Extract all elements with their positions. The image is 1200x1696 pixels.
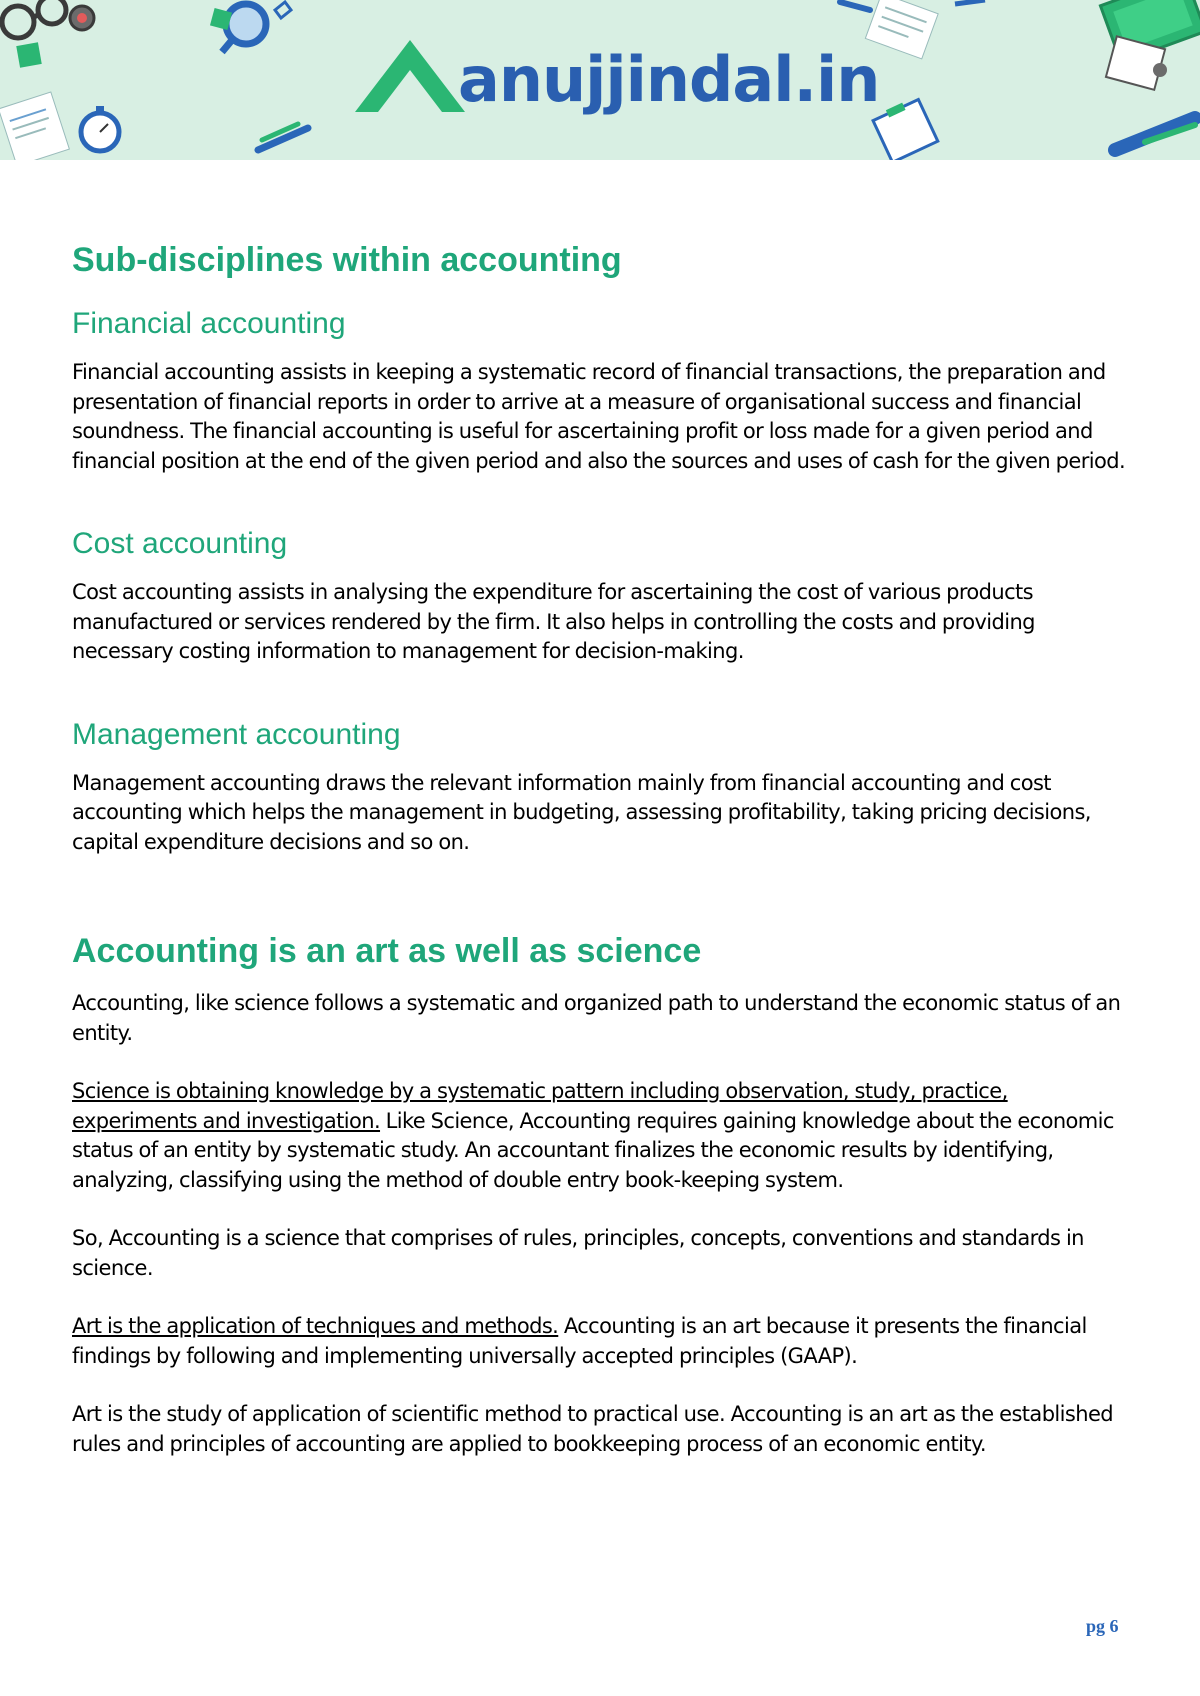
paragraph-art-science-1: Accounting, like science follows a systematic and organized path to understand the economic status of an entity.: [72, 991, 1121, 1045]
paragraph-art-science-2-rest: Like Science, Accounting requires gaining knowledge about the economic status of an entity by systematic study. An accountant finalizes the economic results by identifying, analyzing, classifying using the method of double entry book-keeping system.: [72, 1108, 1114, 1192]
pencil-icon: [258, 124, 308, 150]
section-title-art-science: Accounting is an art as well as science: [72, 932, 702, 970]
heading-cost-accounting: Cost accounting: [72, 527, 288, 560]
paperclip-icon: [275, 2, 291, 18]
page-content: [72, 236, 1128, 1459]
logo-chevron-icon: [355, 40, 465, 112]
heading-management-accounting: Management accounting: [72, 717, 401, 751]
underlined-science-definition: Science is obtaining knowledge by a systematic pattern including observation, study, practice, experiments and investigation.: [72, 1079, 1008, 1133]
marker-icon: [1115, 118, 1195, 150]
header-banner: [0, 0, 1200, 160]
paragraph-art-science-4: [72, 1312, 1128, 1371]
paragraph-art-science-4-rest: Accounting is an art because it presents the financial findings by following and implementing universally accepted principles (GAAP).: [72, 1314, 1087, 1368]
sticky-note-icon: [16, 42, 41, 67]
paragraph-management-accounting: Management accounting draws the relevant information mainly from financial accounting and cost accounting which helps the management in budgeting, assessing profitability, taking pricing decisions, capital expenditure decisions and so on.: [72, 770, 1091, 854]
pen-icon: [840, 2, 870, 10]
paragraph-art-science-2: [72, 1077, 1128, 1195]
clipboard-icon: [871, 96, 937, 160]
paragraph-financial-accounting: Financial accounting assists in keeping a systematic record of financial transactions, the preparation and presentation of financial reports in order to arrive at a measure of organisational success and financial soundness. The financial accounting is useful for ascertaining profit or loss made for a given period and financial position at the end of the given period and also the sources and uses of cash for the given period.: [72, 360, 1126, 473]
paragraph-art-science-3: So, Accounting is a science that comprises of rules, principles, concepts, conventions and standards in science.: [72, 1226, 1084, 1280]
page-number: pg 6: [1086, 1616, 1119, 1636]
logo-text[interactable]: anujjindal.in: [458, 43, 880, 116]
paragraph-cost-accounting: Cost accounting assists in analysing the expenditure for ascertaining the cost of various products manufactured or services rendered by the firm. It also helps in controlling the costs and providing necessary costing information to management for decision-making.: [72, 580, 1035, 663]
pen-icon: [955, 0, 985, 4]
heading-financial-accounting: Financial accounting: [72, 307, 346, 340]
section-title-subdisciplines: Sub-disciplines within accounting: [72, 241, 622, 279]
document-icon: [0, 92, 69, 160]
magnifier-icon: [222, 4, 266, 52]
paragraph-art-science-5: Art is the study of application of scientific method to practical use. Accounting is an art as the established rules and principles of accounting are applied to bookkeeping process of an economic entity.: [72, 1402, 1113, 1456]
underlined-art-definition: Art is the application of techniques and methods.: [72, 1314, 559, 1338]
button-icon: [1153, 63, 1167, 77]
stopwatch-icon: [81, 106, 119, 151]
glasses-icon: [2, 0, 66, 38]
